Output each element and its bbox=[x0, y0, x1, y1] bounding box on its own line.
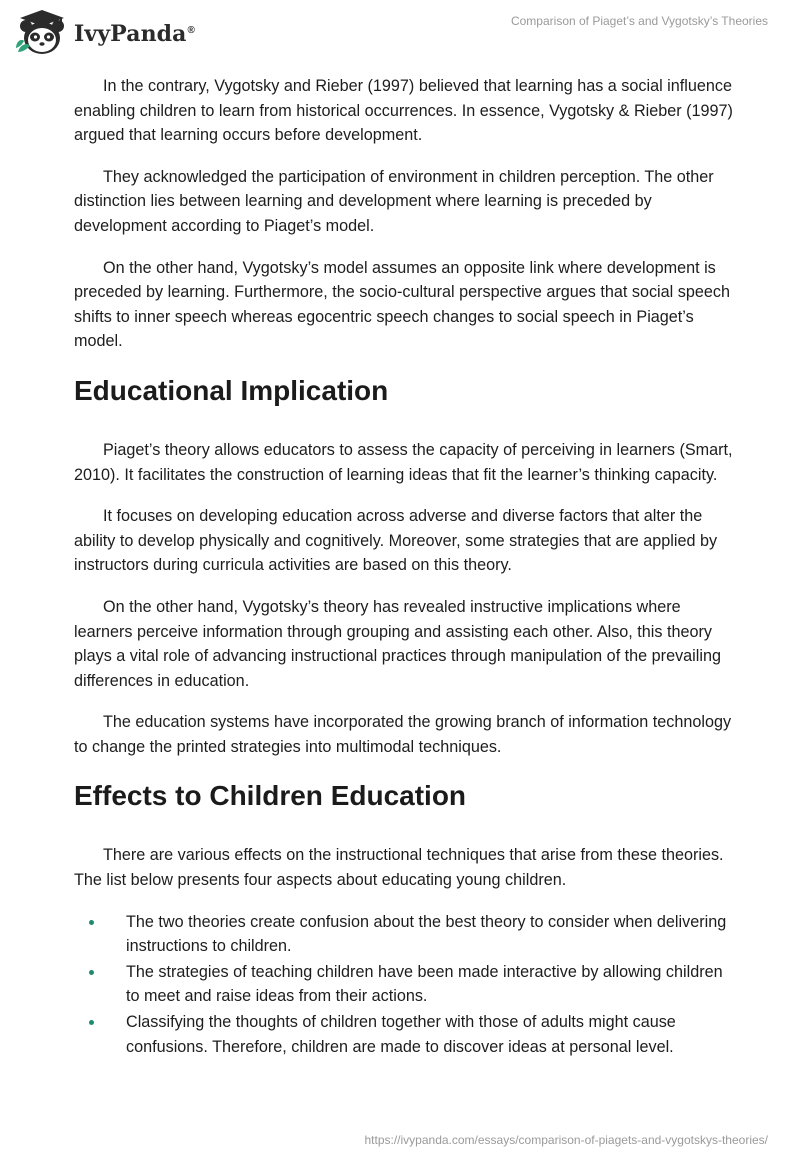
bullet-icon bbox=[89, 970, 94, 975]
section-heading-effects-to-children-education: Effects to Children Education bbox=[74, 780, 467, 812]
list-item-text: The strategies of teaching children have been made interactive by allowing children to meet and raise ideas from their actions. bbox=[126, 962, 723, 1006]
ivypanda-logo[interactable] bbox=[14, 8, 195, 58]
section-heading-educational-implication: Educational Implication bbox=[74, 374, 389, 406]
list-item-text: Classifying the thoughts of children together with those of adults might cause confusions. Therefore, children are made to discover ideas at personal level. bbox=[126, 1013, 676, 1056]
brand-name: IvyPanda® bbox=[74, 21, 195, 47]
panda-graduate-icon bbox=[14, 8, 70, 58]
article-body bbox=[74, 74, 734, 1060]
list-item bbox=[74, 1010, 734, 1059]
paragraph: On the other hand, Vygotsky’s model assumes an opposite link where development is preceded by learning. Furthermore, the socio-cultural perspective argues that social speech shifts to inner speech whereas egocentric speech changes to social speech in Piaget’s model. bbox=[74, 258, 730, 351]
paragraph: Piaget’s theory allows educators to assess the capacity of perceiving in learners (Smart, 2010). It facilitates the construction of learning ideas that fit the learner’s thinking capacity. bbox=[74, 440, 733, 484]
list-item-text: The two theories create confusion about the best theory to consider when delivering instructions to children. bbox=[126, 912, 727, 956]
bullet-icon bbox=[89, 1020, 94, 1025]
bullet-list bbox=[74, 910, 734, 1060]
paragraph: There are various effects on the instructional techniques that arise from these theories. The list below presents four aspects about educating young children. bbox=[74, 846, 724, 890]
bullet-icon bbox=[89, 920, 94, 925]
page-header bbox=[0, 0, 800, 64]
paragraph: It focuses on developing education across adverse and diverse factors that alter the ability to develop physically and cognitively. Moreover, some strategies that are applied by instructors during curricula activities are based on this theory. bbox=[74, 507, 718, 575]
list-item bbox=[74, 910, 734, 959]
document-title: Comparison of Piaget’s and Vygotsky’s Theories bbox=[510, 14, 768, 28]
paragraph: The education systems have incorporated the growing branch of information technology to change the printed strategies into multimodal techniques. bbox=[74, 713, 732, 756]
source-url[interactable]: https://ivypanda.com/essays/comparison-of-piagets-and-vygotskys-theories/ bbox=[364, 1133, 768, 1147]
paragraph: On the other hand, Vygotsky’s theory has revealed instructive implications where learners perceive information through grouping and assisting each other. Also, this theory plays a vital role of advancing instructional practices through manipulation of the prevailing differences in education. bbox=[74, 597, 721, 690]
paragraph: They acknowledged the participation of environment in children perception. The other distinction lies between learning and development where learning is preceded by development according to Piaget’s model. bbox=[74, 167, 714, 235]
paragraph: In the contrary, Vygotsky and Rieber (1997) believed that learning has a social influence enabling children to learn from historical occurrences. In essence, Vygotsky & Rieber (1997) argued that learning occurs before development. bbox=[74, 77, 733, 145]
list-item bbox=[74, 960, 734, 1009]
